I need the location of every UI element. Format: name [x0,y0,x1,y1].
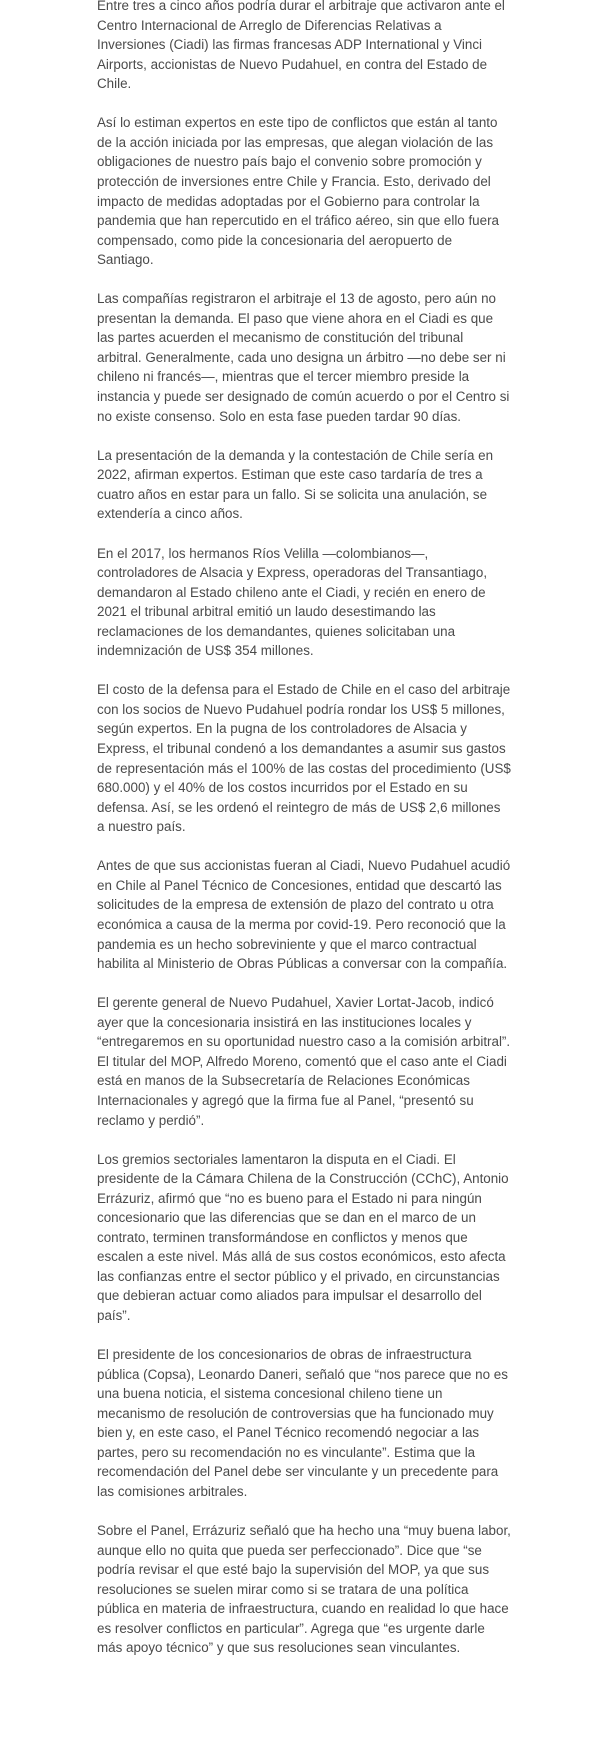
article-paragraph-1: Entre tres a cinco años podría durar el arbitraje que activaron ante el Centro Internacional de Arreglo de Diferencias Relativas a Inversiones (Ciadi) las firmas francesas ADP International y Vinci Airports, accionistas de Nuevo Pudahuel, en contra del Estado de Chile. [97,0,505,92]
article-paragraph-3: Las compañías registraron el arbitraje el 13 de agosto, pero aún no presentan la demanda. El paso que viene ahora en el Ciadi es que las partes acuerden el mecanismo de constitución del tribunal arbitral. Generalmente, cada uno designa un árbitro —no debe ser ni chileno ni francés—, mientras que el tercer miembro preside la instancia y puede ser designado de común acuerdo o por el Centro si no existe consenso. Solo en esta fase pueden tardar 90 días. [97,291,510,424]
article-paragraph-2: Así lo estiman expertos en este tipo de conflictos que están al tanto de la acción iniciada por las empresas, que alegan violación de las obligaciones de nuestro país bajo el convenio sobre promoción y protección de inversiones entre Chile y Francia. Esto, derivado del impacto de medidas adoptadas por el Gobierno para controlar la pandemia que han repercutido en el tráfico aéreo, sin que ello fuera compensado, como pide la concesionaria del aeropuerto de Santiago. [97,115,499,268]
article-paragraph-8: El gerente general de Nuevo Pudahuel, Xavier Lortat-Jacob, indicó ayer que la concesionaria insistirá en las instituciones locales y “entregaremos en su oportunidad nuestro caso a la comisión arbitral”. El titular del MOP, Alfredo Moreno, comentó que el caso ante el Ciadi está en manos de la Subsecretaría de Relaciones Económicas Internacionales y agregó que la firma fue al Panel, “presentó su reclamo y perdió”. [97,995,511,1128]
article-paragraph-4: La presentación de la demanda y la contestación de Chile sería en 2022, afirman expertos. Estiman que este caso tardaría de tres a cuatro años en estar para un fallo. Si se solicita una anulación, se extendería a cinco años. [97,447,494,522]
article-paragraph-11: Sobre el Panel, Errázuriz señaló que ha hecho una “muy buena labor, aunque ello no quita que pueda ser perfeccionado”. Dice que “se podría revisar el que esté bajo la supervisión del MOP, ya que sus resoluciones se suelen mirar como si se tratara de una política pública en materia de infraestructura, cuando en realidad lo que hace es resolver conflictos en particular”. Agrega que “es urgente darle más apoyo técnico” y que sus resoluciones sean vinculantes. [97,1523,511,1656]
article-paragraph-5: En el 2017, los hermanos Ríos Velilla —colombianos—, controladores de Alsacia y Express, operadoras del Transantiago, demandaron al Estado chileno ante el Ciadi, y recién en enero de 2021 el tribunal arbitral emitió un laudo desestimando las reclamaciones de los demandantes, quienes solicitaban una indemnización de US$ 354 millones. [97,545,488,659]
article-paragraph-10: El presidente de los concesionarios de obras de infraestructura pública (Copsa), Leonardo Daneri, señaló que “nos parece que no es una buena noticia, el sistema concesional chileno tiene un mecanismo de resolución de controversias que ha funcionado muy bien y, en este caso, el Panel Técnico recomendó negociar a las partes, pero su recomendación no es vinculante”. Estima que la recomendación del Panel debe ser vinculante y un precedente para las comisiones arbitrales. [97,1347,508,1499]
article-paragraph-6: El costo de la defensa para el Estado de Chile en el caso del arbitraje con los socios de Nuevo Pudahuel podría rondar los US$ 5 millones, según expertos. En la pugna de los controladores de Alsacia y Express, el tribunal condenó a los demandantes a asumir sus gastos de representación más el 100% de las costas del procedimiento (US$ 680.000) y el 40% de los costos incurridos por el Estado en su defensa. Así, se les ordenó el reintegro de más de US$ 2,6 millones a nuestro país. [97,682,511,835]
article-body [97,0,511,1678]
article-paragraph-9: Los gremios sectoriales lamentaron la disputa en el Ciadi. El presidente de la Cámara Chilena de la Construcción (CChC), Antonio Errázuriz, afirmó que “no es bueno para el Estado ni para ningún concesionario que las diferencias que se dan en el marco de un contrato, terminen transformándose en conflictos y menos que escalen a este nivel. Más allá de sus costos económicos, esto afecta las confianzas entre el sector público y el privado, en circunstancias que debieran actuar como aliados para impulsar el desarrollo del país”. [97,1151,509,1324]
article-paragraph-7: Antes de que sus accionistas fueran al Ciadi, Nuevo Pudahuel acudió en Chile al Panel Técnico de Concesiones, entidad que descartó las solicitudes de la empresa de extensión de plazo del contrato u otra económica a causa de la merma por covid-19. Pero reconoció que la pandemia es un hecho sobreviniente y que el marco contractual habilita al Ministerio de Obras Públicas a conversar con la compañía. [97,858,511,972]
